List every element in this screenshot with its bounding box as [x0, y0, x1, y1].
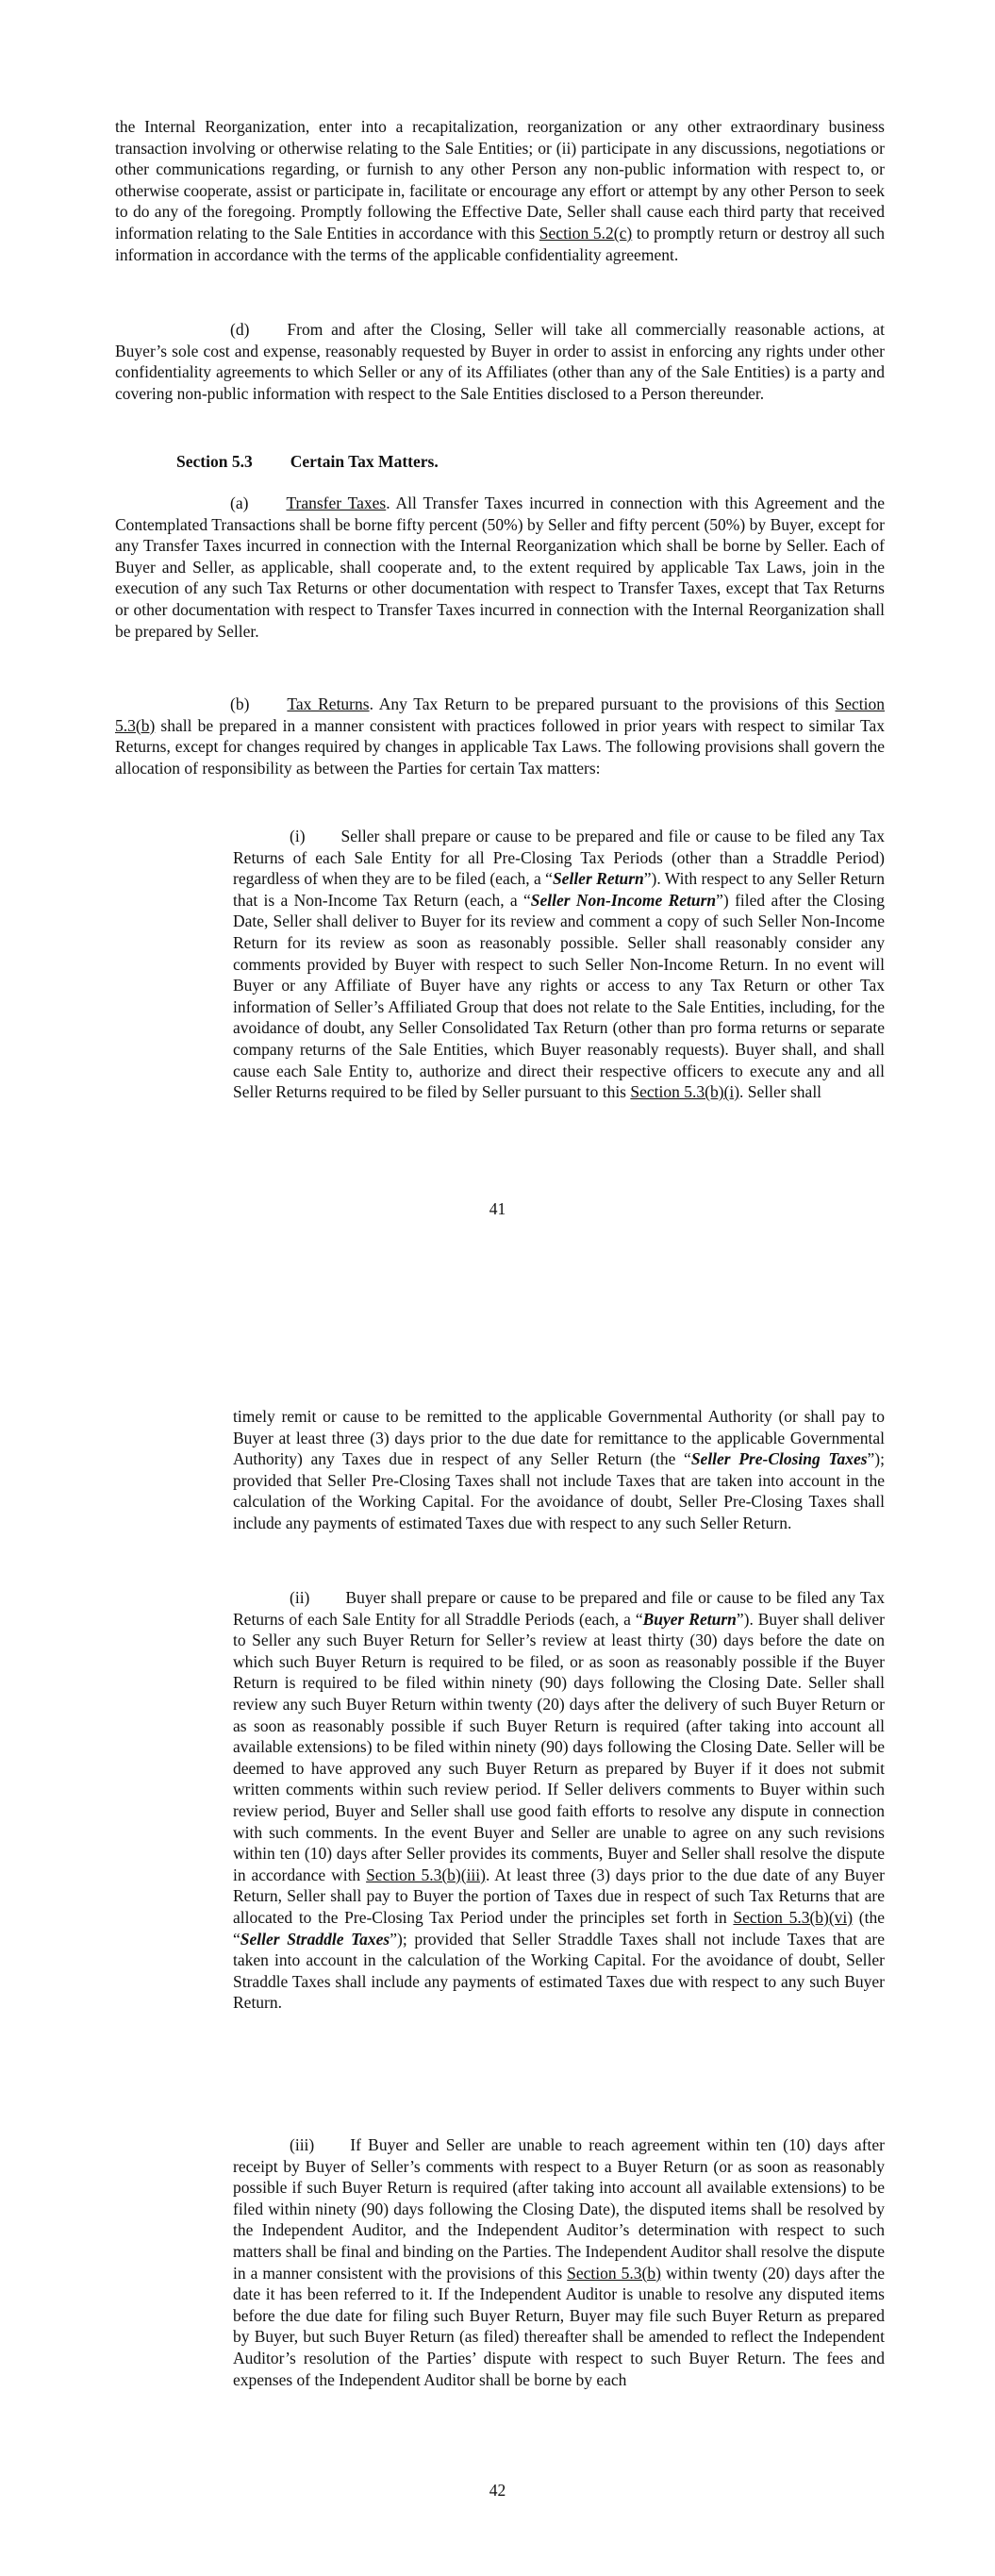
clause-title: Tax Returns: [287, 694, 370, 713]
paragraph-a-transfer-taxes: (a) Transfer Taxes. All Transfer Taxes incurred in connection with this Agreement and the Contemplated Transactions shall be borne fifty percent (50%) by Seller and fifty percent (50%) by Buyer, except for any Transfer Taxes incurred in connection with the Internal Reorganization which shall be borne by Seller. Each of Buyer and Seller, as applicable, shall cooperate and, to the extent required by applicable Tax Laws, join in the execution of any such Tax Returns or other documentation with respect to Transfer Taxes, except that Tax Returns or other documentation with respect to Transfer Taxes incurred in connection with the Internal Reorganization shall be prepared by Seller.: [115, 493, 885, 641]
section-heading: Section 5.3 Certain Tax Matters.: [176, 452, 439, 471]
clause-label: (b): [230, 694, 250, 713]
paragraph-confidentiality-continued: the Internal Reorganization, enter into a recapitalization, reorganization or any other extraordinary business transaction involving or otherwise relating to the Sale Entities; or (ii) participate in any discussions, negotiations or other communications regarding, or furnish to any other Person any non-public information with respect to, or otherwise cooperate, assist or participate in, facilitate or encourage any effort or attempt by any other Person to seek to do any of the foregoing. Promptly following the Effective Date, Seller shall cause each third party that received information relating to the Sale Entities in accordance with this Section 5.2(c) to promptly return or destroy all such information in accordance with the terms of the applicable confidentiality agreement.: [115, 117, 885, 264]
section-reference-link[interactable]: Section 5.3(b)(vi): [733, 1907, 854, 1927]
paragraph-b-tax-returns: (b) Tax Returns. Any Tax Return to be prepared pursuant to the provisions of this Section 5.3(b) shall be prepared in a manner consistent with practices followed in prior years with respect to similar Tax Returns, except for changes required by changes in applicable Tax Laws. The following provisions shall govern the allocation of responsibility as between the Parties for certain Tax matters:: [115, 694, 885, 778]
clause-label: (i): [290, 827, 306, 845]
defined-term: Seller Pre-Closing Taxes: [690, 1449, 868, 1469]
paragraph-d: (d) From and after the Closing, Seller will take all commercially reasonable actions, at Buyer’s sole cost and expense, reasonably requested by Buyer in order to assist in enforcing any rights under other confidentiality agreements to which Seller or any of its Affiliates (other than any of the Sale Entities) is a party and covering non-public information with respect to the Sale Entities disclosed to a Person thereunder.: [115, 320, 885, 403]
defined-term: Buyer Return: [642, 1609, 737, 1629]
clause-label: (d): [230, 320, 250, 339]
page-number: 41: [489, 1199, 506, 1218]
defined-term: Seller Straddle Taxes: [240, 1929, 390, 1949]
section-reference-link[interactable]: Section 5.3(b)(i): [630, 1082, 740, 1102]
paragraph-ii-buyer-returns: (ii) Buyer shall prepare or cause to be prepared and file or cause to be filed any Tax Returns of each Sale Entity for all Straddle Periods (each, a “Buyer Return”). Buyer shall deliver to Seller any such Buyer Return for Seller’s review at least thirty (30) days before the date on which such Buyer Return is required to be filed, or as soon as reasonably possible if the Buyer Return is required to be filed within ninety (90) days following the Closing Date. Seller shall review any such Buyer Return within twenty (20) days after the delivery of such Buyer Return or as soon as reasonably possible if such Buyer Return is required (after taking into account all available extensions) to be filed within ninety (90) days following the Closing Date. Seller will be deemed to have approved any such Buyer Return as prepared by Buyer if it does not submit written comments within such review period. If Seller delivers comments to Buyer within such review period, Buyer and Seller shall use good faith efforts to resolve any dispute in connection with such comments. In the event Buyer and Seller are unable to agree on any such revisions within ten (10) days after Seller provides its comments, Buyer and Seller shall resolve the dispute in accordance with Section 5.3(b)(iii). At least three (3) days prior to the due date of any Buyer Return, Seller shall pay to Buyer the portion of Taxes due in respect of such Tax Returns that are allocated to the Pre-Closing Tax Period under the principles set forth in Section 5.3(b)(vi) (the “Seller Straddle Taxes”); provided that Seller Straddle Taxes shall not include Taxes that are taken into account in the calculation of the Working Capital. For the avoidance of doubt, Seller Straddle Taxes shall include any payments of estimated Taxes due with respect to any such Buyer Return.: [233, 1588, 885, 2013]
clause-label: (a): [230, 493, 249, 512]
defined-term: Seller Return: [552, 869, 644, 889]
clause-label: (iii): [290, 2135, 315, 2154]
section-reference-link[interactable]: Section 5.2(c): [539, 223, 633, 243]
page-number: 42: [489, 2481, 506, 2500]
paragraph-iii-disputes: (iii) If Buyer and Seller are unable to reach agreement within ten (10) days after receipt by Buyer of Seller’s comments with respect to a Buyer Return (or as soon as reasonably possible if such Buyer Return is required (after taking into account all available extensions) to be filed within ninety (90) days following the Closing Date), the disputed items shall be resolved by the Independent Auditor, and the Independent Auditor’s determination with respect to such matters shall be final and binding on the Parties. The Independent Auditor shall resolve the dispute in a manner consistent with the provisions of this Section 5.3(b) within twenty (20) days after the date it has been referred to it. If the Independent Auditor is unable to resolve any disputed items before the due date for filing such Buyer Return, Buyer may file such Buyer Return as prepared by Buyer, but such Buyer Return (as filed) thereafter shall be amended to reflect the Independent Auditor’s resolution of the Parties’ dispute with respect to such Buyer Return. The fees and expenses of the Independent Auditor shall be borne by each: [233, 2135, 885, 2389]
defined-term: Seller Non-Income Return: [530, 890, 717, 910]
clause-title: Transfer Taxes: [286, 493, 387, 512]
paragraph-i-seller-returns: (i) Seller shall prepare or cause to be prepared and file or cause to be filed any Tax Returns of each Sale Entity for all Pre-Closing Tax Periods (other than a Straddle Period) regardless of when they are to be filed (each, a “Seller Return”). With respect to any Seller Return that is a Non-Income Tax Return (each, a “Seller Non-Income Return”) filed after the Closing Date, Seller shall deliver to Buyer for its review and comment a copy of such Seller Non-Income Return for its review as soon as reasonably possible. Seller shall reasonably consider any comments provided by Buyer with respect to such Seller Non-Income Return. In no event will Buyer or any Affiliate of Buyer have any rights or access to any Tax Return or other Tax information of Seller’s Affiliated Group that does not relate to the Sale Entities, including, for the avoidance of doubt, any Seller Consolidated Tax Return (other than pro forma returns or separate company returns of the Sale Entities, which Buyer reasonably requests). Buyer shall, and shall cause each Sale Entity to, authorize and direct their respective officers to execute any and all Seller Returns required to be filed by Seller pursuant to this Section 5.3(b)(i). Seller shall: [233, 827, 886, 1102]
section-reference-link[interactable]: Section 5.3(b): [115, 694, 885, 735]
section-reference-link[interactable]: Section 5.3(b)(iii): [366, 1865, 486, 1884]
clause-label: (ii): [290, 1588, 310, 1607]
paragraph-i-continued: timely remit or cause to be remitted to the applicable Governmental Authority (or shall pay to Buyer at least three (3) days prior to the due date for remittance to the applicable Governmental Authority) any Taxes due in respect of any Seller Return (the “Seller Pre-Closing Taxes”); provided that Seller Pre-Closing Taxes shall not include Taxes that are taken into account in the calculation of the Working Capital. For the avoidance of doubt, Seller Pre-Closing Taxes shall include any payments of estimated Taxes due with respect to any such Seller Return.: [233, 1407, 885, 1532]
section-reference-link[interactable]: Section 5.3(b): [567, 2263, 661, 2283]
